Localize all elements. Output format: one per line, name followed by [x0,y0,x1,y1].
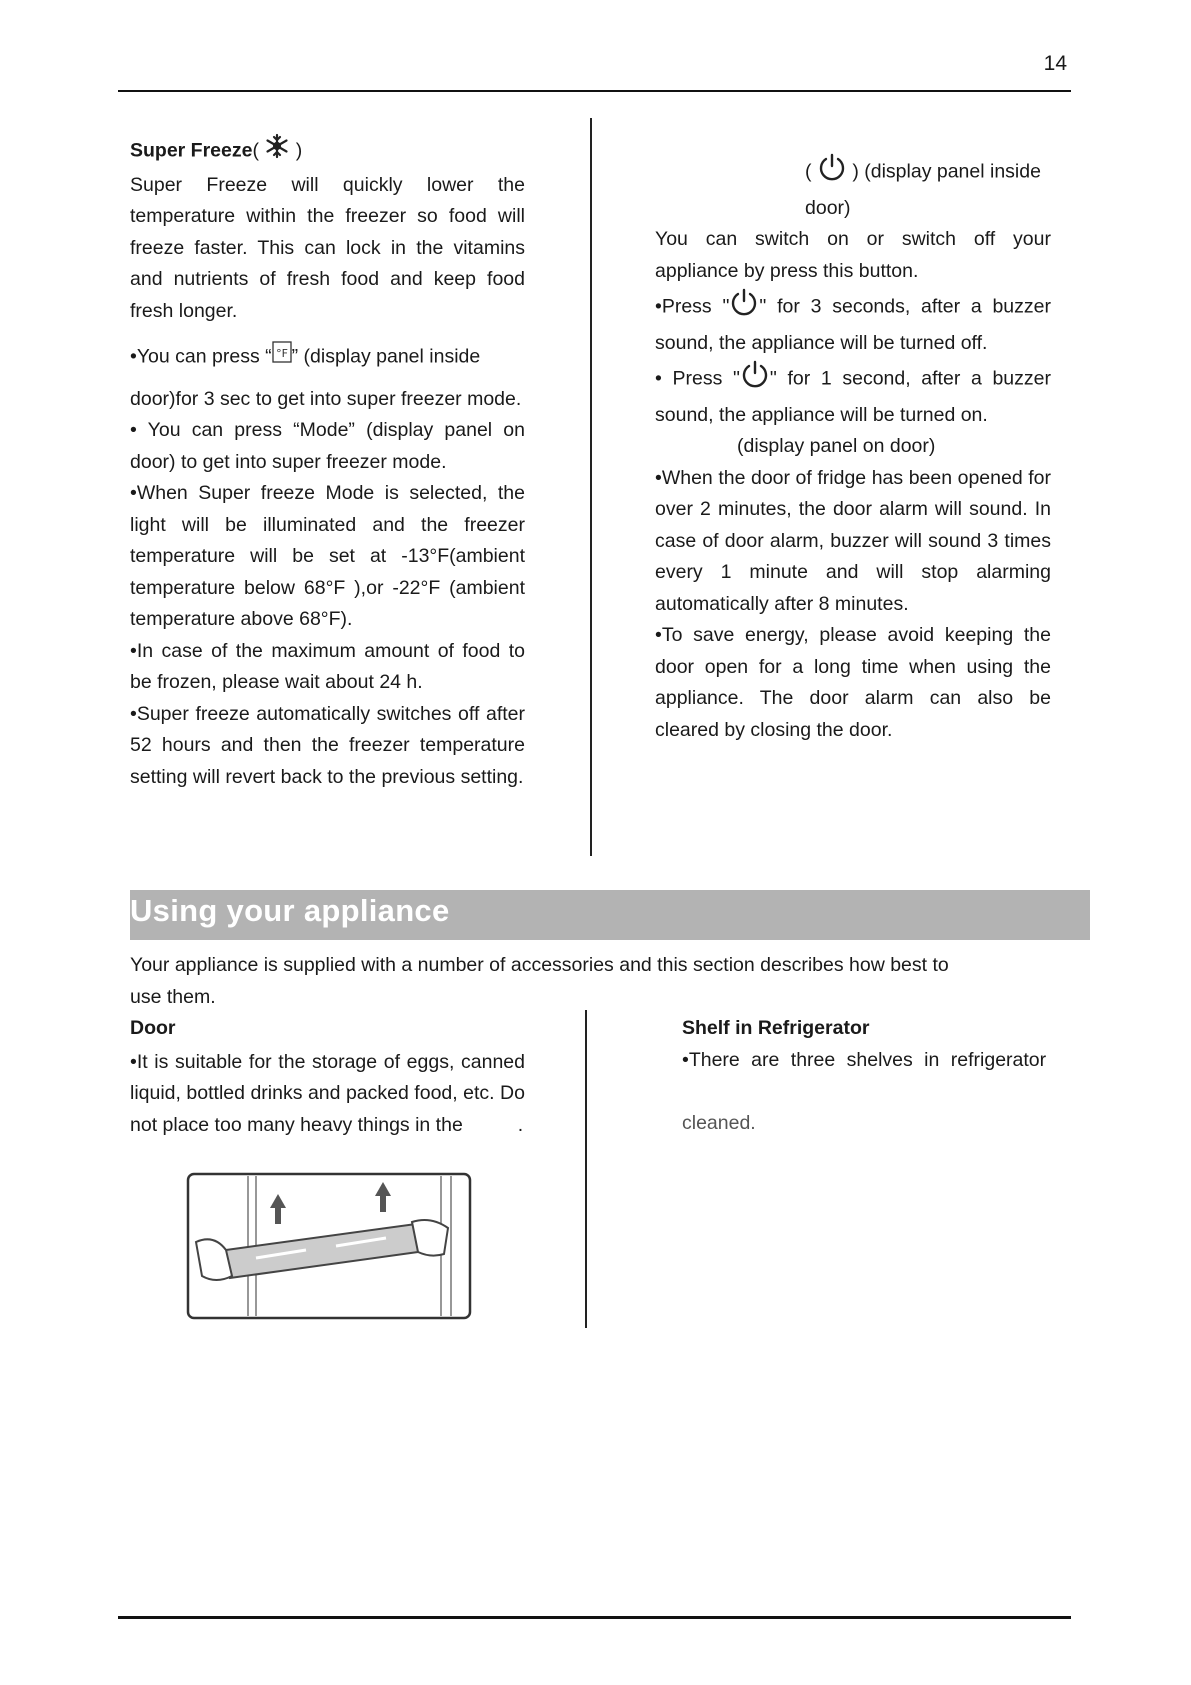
door-text: •It is suitable for the storage of eggs, canned liquid, bottled drinks and packed food, etc. Do not place too many heavy things in the [130,1050,525,1136]
door-title: Door [130,1017,176,1039]
section-intro: Your appliance is supplied with a number of accessories and this section describes how best to use them. [130,954,949,1008]
power-icon [729,287,759,328]
page-number: 14 [1043,52,1067,75]
super-freeze-intro: Super Freeze will quickly lower the temperature within the freezer so food will freeze faster. This can lock in the vitamins and nutrients of fresh food and keep food fresh longer. [130,173,525,322]
shelf-title: Shelf in Refrigerator [682,1017,870,1039]
power-heading: (display panel inside door) [805,160,1041,219]
super-freeze-title: Super Freeze [130,139,253,162]
super-freeze-bullet-5: •Super freeze automatically switches off after 52 hours and then the freezer temperature setting will revert back to the previous setting. [130,702,525,788]
shelf-section [682,1013,1082,1140]
shelf-text: •There are three shelves in refrigerator [682,1048,1047,1071]
door-alarm-heading: (display panel on door) [737,435,936,457]
door-alarm-bullet-1: •When the door of fridge has been opened for over 2 minutes, the door alarm will sound. In case of door alarm, buzzer will sound 3 times every 1 minute and will stop alarming automatically after 8 minutes. [655,466,1051,615]
column-divider [590,118,592,856]
super-freeze-bullet-4: •In case of the maximum amount of food to be frozen, please wait about 24 h. [130,639,525,693]
power-intro: You can switch on or switch off your appliance by press this button. [655,228,1051,282]
power-icon [740,359,770,400]
section-header-bar [130,890,1090,940]
fahrenheit-button-icon [272,341,292,374]
super-freeze-bullet-1: door)for 3 sec to get into super freezer mode. [130,387,522,410]
power-icon [817,152,847,193]
svg-text:°F: °F [275,347,288,360]
door-section: Door •It is suitable for the storage of eggs, canned liquid, bottled drinks and packed food, etc. Do not place too many heavy things in the . [130,1013,525,1141]
shelf-text-cleaned: cleaned. [682,1112,756,1134]
power-section: ( ) (display panel inside door) You can switch on or switch off your appliance by press this button. •Press " " for 3 seconds, after a buzzer sound, the appliance will be turned off. • Press " " for 1 second, after a buzzer sound, the appliance will be turned on. (display panel on door) •When the door of fridge has been opened for over 2 minutes, the door alarm will sound. In case of door alarm, buzzer will sound 3 times every 1 minute and will stop alarming automatically after 8 minutes. •To save energy, please avoid keeping the door open for a long time when using the appliance. The door alarm can also be cleared by closing the door. [655,152,1051,746]
column-divider [585,1010,587,1328]
door-alarm-bullet-2: •To save energy, please avoid keeping the door open for a long time when using the appliance. The door alarm can also be cleared by closing the door. [655,624,1051,741]
footer-rule [118,1616,1071,1619]
header-rule [118,90,1071,92]
super-freeze-bullet-3: •When Super freeze Mode is selected, the light will be illuminated and the freezer temperature will be set at -13°F(ambient temperature below 68°F ),or -22°F (ambient temperature above 68°F). [130,482,525,630]
snowflake-icon [264,133,290,170]
super-freeze-bullet-2: • You can press “Mode” (display panel on door) to get into super freezer mode. [130,419,525,473]
super-freeze-section: Super Freeze( ) Super Freeze will quickly lower the temperature within the freezer so food will freeze faster. This can lock in the vitamins and nutrients of fresh food and keep food fresh longer. •You can press “ °F ” (display panel inside door)for 3 sec to get into super freezer mode. • You can press “Mode” (display panel on door) to get into super freezer mode. •When Super freeze Mode is selected, the light will be illuminated and the freezer temperature will be set at -13°F(ambient temperature below 68°F ),or -22°F (ambient temperature above 68°F). •In case of the maximum amount of food to be frozen, please wait about 24 h. •Super freeze automatically switches off after 52 hours and then the freezer temperature setting will revert back to the previous setting. [130,133,525,793]
section-title: Using your appliance [130,893,450,928]
door-shelf-illustration [186,1172,472,1325]
